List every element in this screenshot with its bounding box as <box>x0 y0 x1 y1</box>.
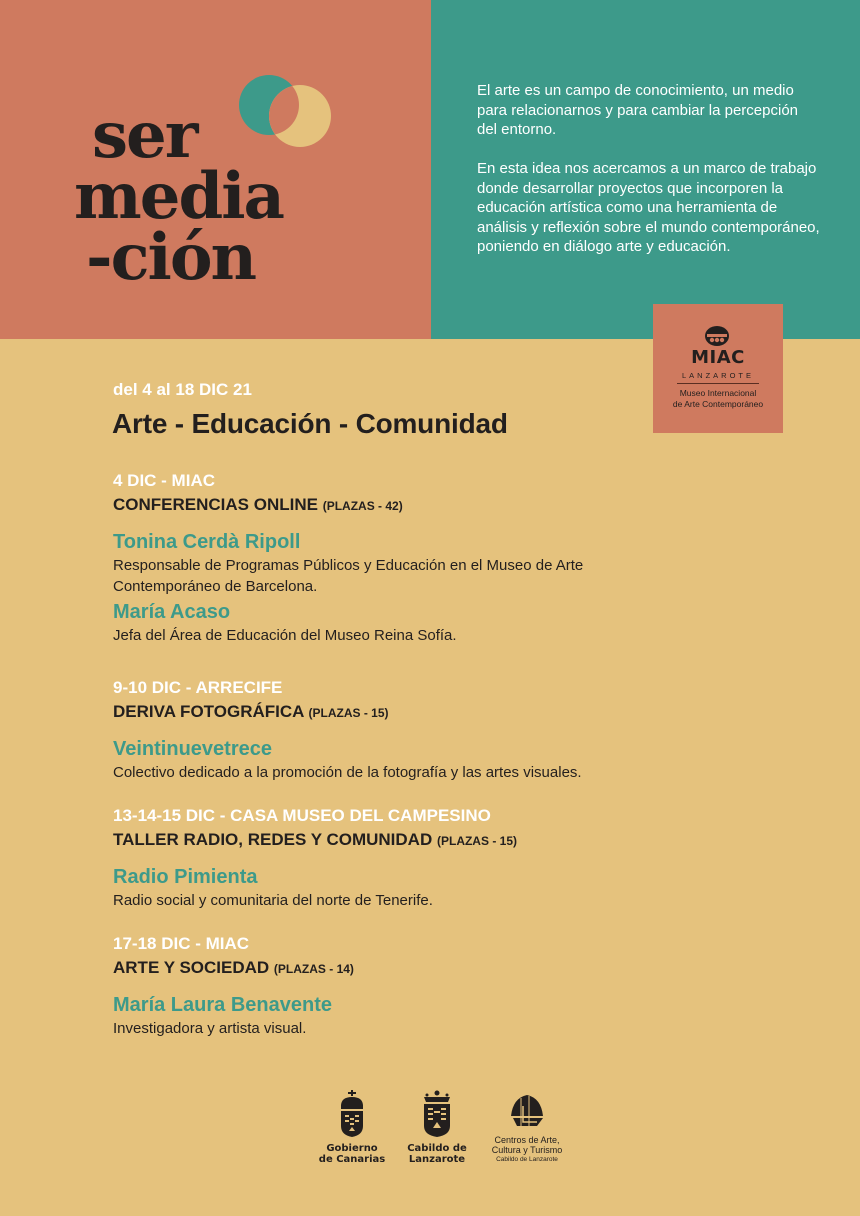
ship-emblem-icon <box>507 1094 547 1130</box>
speaker-description: Radio social y comunitaria del norte de Tenerife. <box>113 892 433 909</box>
event-title <box>113 827 517 854</box>
event-title-text: TALLER RADIO, REDES Y COMUNIDAD <box>113 830 433 849</box>
miac-description-line: de Arte Contemporáneo <box>672 398 764 409</box>
event-block <box>113 805 517 911</box>
overlapping-circles-icon <box>238 72 334 148</box>
event-block <box>113 933 354 1039</box>
crest-shield-icon <box>421 1090 453 1138</box>
event-date-location: 17-18 DIC - MIAC <box>113 934 250 953</box>
centros-line: Cabildo de Lanzarote <box>496 1156 558 1163</box>
miac-description <box>653 388 783 409</box>
miac-emblem-icon <box>704 325 730 347</box>
intro-paragraph: El arte es un campo de conocimiento, un medio para relacionarnos y para cambiar la percepción del entorno. <box>477 82 799 138</box>
speaker-description: Colectivo dedicado a la promoción de la fotografía y las artes visuales. <box>113 764 582 781</box>
centros-arte-logo <box>488 1094 566 1164</box>
date-range: del 4 al 18 DIC 21 <box>113 380 252 399</box>
event-plazas: (PLAZAS - 14) <box>273 962 354 976</box>
speaker-name: Veintinuevetrece <box>113 738 272 760</box>
cabildo-line: Lanzarote <box>408 1154 466 1165</box>
intro-paragraph: En esta idea nos acercamos a un marco de trabajo donde desarrollar proyectos que incorporen la educación artística como una herramienta de análisis y reflexión sobre el mundo contemporáneo, poniendo en diálogo arte y educación. <box>477 160 820 255</box>
cabildo-lanzarote-logo <box>402 1090 472 1165</box>
miac-name: MIAC <box>691 347 745 368</box>
miac-subtitle: LANZAROTE <box>681 371 754 380</box>
centros-line: Centros de Arte, <box>494 1135 560 1145</box>
event-date-location: 4 DIC - MIAC <box>113 471 215 490</box>
cabildo-line: Cabildo de <box>407 1143 467 1154</box>
logo-word-ser: ser <box>92 98 197 173</box>
speaker-name: Tonina Cerdà Ripoll <box>113 531 301 553</box>
logo-word-media: media <box>74 159 283 234</box>
miac-description-line: Museo Internacional <box>679 388 757 398</box>
event-title-text: ARTE Y SOCIEDAD <box>113 958 270 977</box>
speaker-description: Jefa del Área de Educación del Museo Reina Sofía. <box>113 627 457 644</box>
speaker-name: María Acaso <box>113 601 231 623</box>
event-title <box>113 955 354 982</box>
miac-logo-box <box>653 304 783 433</box>
event-title-text: CONFERENCIAS ONLINE <box>113 495 318 514</box>
intro-text <box>477 81 822 257</box>
speaker-name: María Laura Benavente <box>113 994 332 1016</box>
gobierno-line: Gobierno <box>326 1143 378 1154</box>
event-date-location: 9-10 DIC - ARRECIFE <box>113 678 283 697</box>
event-block <box>113 677 582 783</box>
miac-divider <box>677 383 759 384</box>
gobierno-line: de Canarias <box>318 1154 386 1165</box>
event-title-text: DERIVA FOTOGRÁFICA <box>113 702 304 721</box>
speaker-description: Investigadora y artista visual. <box>113 1020 307 1037</box>
event-block <box>113 470 693 646</box>
event-title <box>113 699 582 726</box>
event-plazas: (PLAZAS - 15) <box>436 834 517 848</box>
event-date-location: 13-14-15 DIC - CASA MUSEO DEL CAMPESINO <box>113 806 491 825</box>
event-plazas: (PLAZAS - 15) <box>308 706 389 720</box>
tagline: Arte - Educación - Comunidad <box>112 408 508 439</box>
event-title <box>113 492 693 519</box>
logo-word-cion: -ción <box>86 220 256 295</box>
centros-line: Cultura y Turismo <box>491 1145 563 1155</box>
crest-crown-icon <box>337 1090 367 1138</box>
event-plazas: (PLAZAS - 42) <box>322 499 403 513</box>
gobierno-canarias-logo <box>314 1090 390 1165</box>
speaker-description: Responsable de Programas Públicos y Educación en el Museo de Arte Contemporáneo de Barcelona. <box>113 557 584 595</box>
speaker-name: Radio Pimienta <box>113 866 258 888</box>
footer-logos <box>310 1090 570 1170</box>
